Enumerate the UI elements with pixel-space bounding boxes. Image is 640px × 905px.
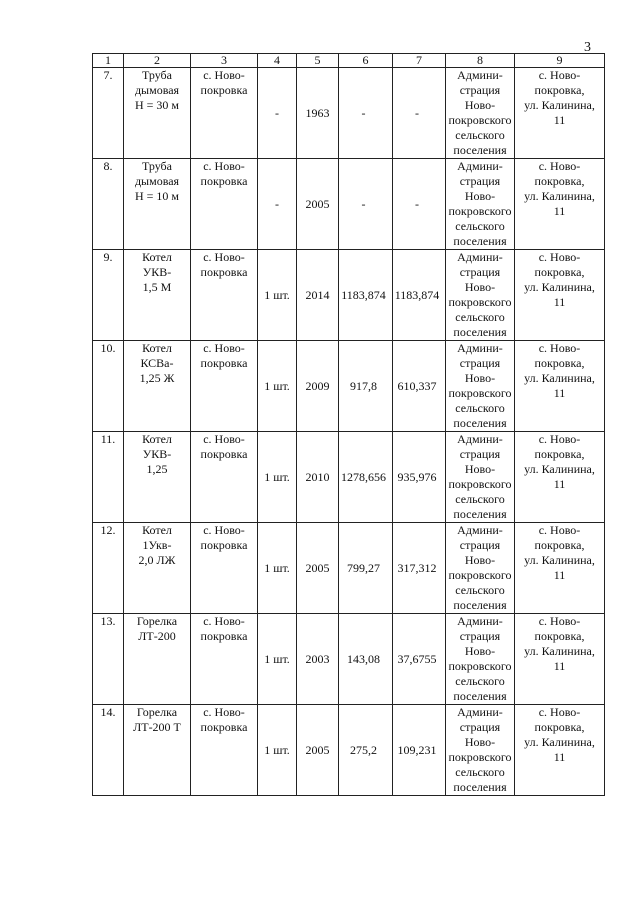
table-row xyxy=(93,523,605,614)
residual-cost-cell: 109,231 xyxy=(393,705,446,796)
table-row xyxy=(93,705,605,796)
year-cell: 2005 xyxy=(297,523,339,614)
owner-cell: Админи- страция Ново- покровского сельского поселения xyxy=(446,614,515,705)
header-cell: 9 xyxy=(515,54,605,68)
address-cell: с. Ново- покровка, ул. Калинина, 11 xyxy=(515,68,605,159)
location-cell: с. Ново- покровка xyxy=(191,614,258,705)
owner-cell: Админи- страция Ново- покровского сельского поселения xyxy=(446,523,515,614)
year-cell: 2003 xyxy=(297,614,339,705)
initial-cost-cell: - xyxy=(339,68,393,159)
item-name-cell: Горелка ЛТ-200 xyxy=(124,614,191,705)
header-cell: 3 xyxy=(191,54,258,68)
table-row xyxy=(93,432,605,523)
residual-cost-cell: 935,976 xyxy=(393,432,446,523)
initial-cost-cell: - xyxy=(339,159,393,250)
row-number-cell: 9. xyxy=(93,250,124,341)
residual-cost-cell: 317,312 xyxy=(393,523,446,614)
row-number-cell: 10. xyxy=(93,341,124,432)
initial-cost-cell: 1183,874 xyxy=(339,250,393,341)
quantity-cell: 1 шт. xyxy=(258,250,297,341)
item-name-cell: Котел КСВа- 1,25 Ж xyxy=(124,341,191,432)
year-cell: 2005 xyxy=(297,705,339,796)
initial-cost-cell: 799,27 xyxy=(339,523,393,614)
quantity-cell: 1 шт. xyxy=(258,705,297,796)
location-cell: с. Ново- покровка xyxy=(191,68,258,159)
item-name-cell: Котел УКВ- 1,25 xyxy=(124,432,191,523)
initial-cost-cell: 143,08 xyxy=(339,614,393,705)
item-name-cell: Котел УКВ- 1,5 М xyxy=(124,250,191,341)
location-cell: с. Ново- покровка xyxy=(191,523,258,614)
table-row xyxy=(93,614,605,705)
address-cell: с. Ново- покровка, ул. Калинина, 11 xyxy=(515,250,605,341)
residual-cost-cell: - xyxy=(393,159,446,250)
row-number-cell: 14. xyxy=(93,705,124,796)
asset-table xyxy=(92,53,605,796)
table-row xyxy=(93,250,605,341)
owner-cell: Админи- страция Ново- покровского сельского поселения xyxy=(446,432,515,523)
address-cell: с. Ново- покровка, ул. Калинина, 11 xyxy=(515,705,605,796)
header-cell: 5 xyxy=(297,54,339,68)
quantity-cell: - xyxy=(258,68,297,159)
year-cell: 2005 xyxy=(297,159,339,250)
header-cell: 7 xyxy=(393,54,446,68)
row-number-cell: 11. xyxy=(93,432,124,523)
quantity-cell: - xyxy=(258,159,297,250)
table-row xyxy=(93,159,605,250)
owner-cell: Админи- страция Ново- покровского сельского поселения xyxy=(446,341,515,432)
row-number-cell: 8. xyxy=(93,159,124,250)
table-row xyxy=(93,341,605,432)
item-name-cell: Горелка ЛТ-200 Т xyxy=(124,705,191,796)
location-cell: с. Ново- покровка xyxy=(191,341,258,432)
location-cell: с. Ново- покровка xyxy=(191,159,258,250)
table-header-row xyxy=(93,54,605,68)
address-cell: с. Ново- покровка, ул. Калинина, 11 xyxy=(515,614,605,705)
address-cell: с. Ново- покровка, ул. Калинина, 11 xyxy=(515,432,605,523)
location-cell: с. Ново- покровка xyxy=(191,432,258,523)
owner-cell: Админи- страция Ново- покровского сельского поселения xyxy=(446,705,515,796)
address-cell: с. Ново- покровка, ул. Калинина, 11 xyxy=(515,523,605,614)
quantity-cell: 1 шт. xyxy=(258,614,297,705)
item-name-cell: Котел 1Укв- 2,0 ЛЖ xyxy=(124,523,191,614)
page-number: 3 xyxy=(584,40,591,55)
row-number-cell: 13. xyxy=(93,614,124,705)
year-cell: 2009 xyxy=(297,341,339,432)
owner-cell: Админи- страция Ново- покровского сельского поселения xyxy=(446,68,515,159)
header-cell: 2 xyxy=(124,54,191,68)
year-cell: 2010 xyxy=(297,432,339,523)
initial-cost-cell: 1278,656 xyxy=(339,432,393,523)
header-cell: 4 xyxy=(258,54,297,68)
residual-cost-cell: 1183,874 xyxy=(393,250,446,341)
header-cell: 8 xyxy=(446,54,515,68)
quantity-cell: 1 шт. xyxy=(258,523,297,614)
header-cell: 1 xyxy=(93,54,124,68)
item-name-cell: Труба дымовая Н = 30 м xyxy=(124,68,191,159)
residual-cost-cell: 610,337 xyxy=(393,341,446,432)
table-row xyxy=(93,68,605,159)
header-cell: 6 xyxy=(339,54,393,68)
residual-cost-cell: - xyxy=(393,68,446,159)
item-name-cell: Труба дымовая Н = 10 м xyxy=(124,159,191,250)
year-cell: 1963 xyxy=(297,68,339,159)
residual-cost-cell: 37,6755 xyxy=(393,614,446,705)
location-cell: с. Ново- покровка xyxy=(191,250,258,341)
quantity-cell: 1 шт. xyxy=(258,341,297,432)
quantity-cell: 1 шт. xyxy=(258,432,297,523)
owner-cell: Админи- страция Ново- покровского сельского поселения xyxy=(446,159,515,250)
row-number-cell: 7. xyxy=(93,68,124,159)
address-cell: с. Ново- покровка, ул. Калинина, 11 xyxy=(515,159,605,250)
initial-cost-cell: 275,2 xyxy=(339,705,393,796)
owner-cell: Админи- страция Ново- покровского сельского поселения xyxy=(446,250,515,341)
location-cell: с. Ново- покровка xyxy=(191,705,258,796)
address-cell: с. Ново- покровка, ул. Калинина, 11 xyxy=(515,341,605,432)
row-number-cell: 12. xyxy=(93,523,124,614)
year-cell: 2014 xyxy=(297,250,339,341)
initial-cost-cell: 917,8 xyxy=(339,341,393,432)
